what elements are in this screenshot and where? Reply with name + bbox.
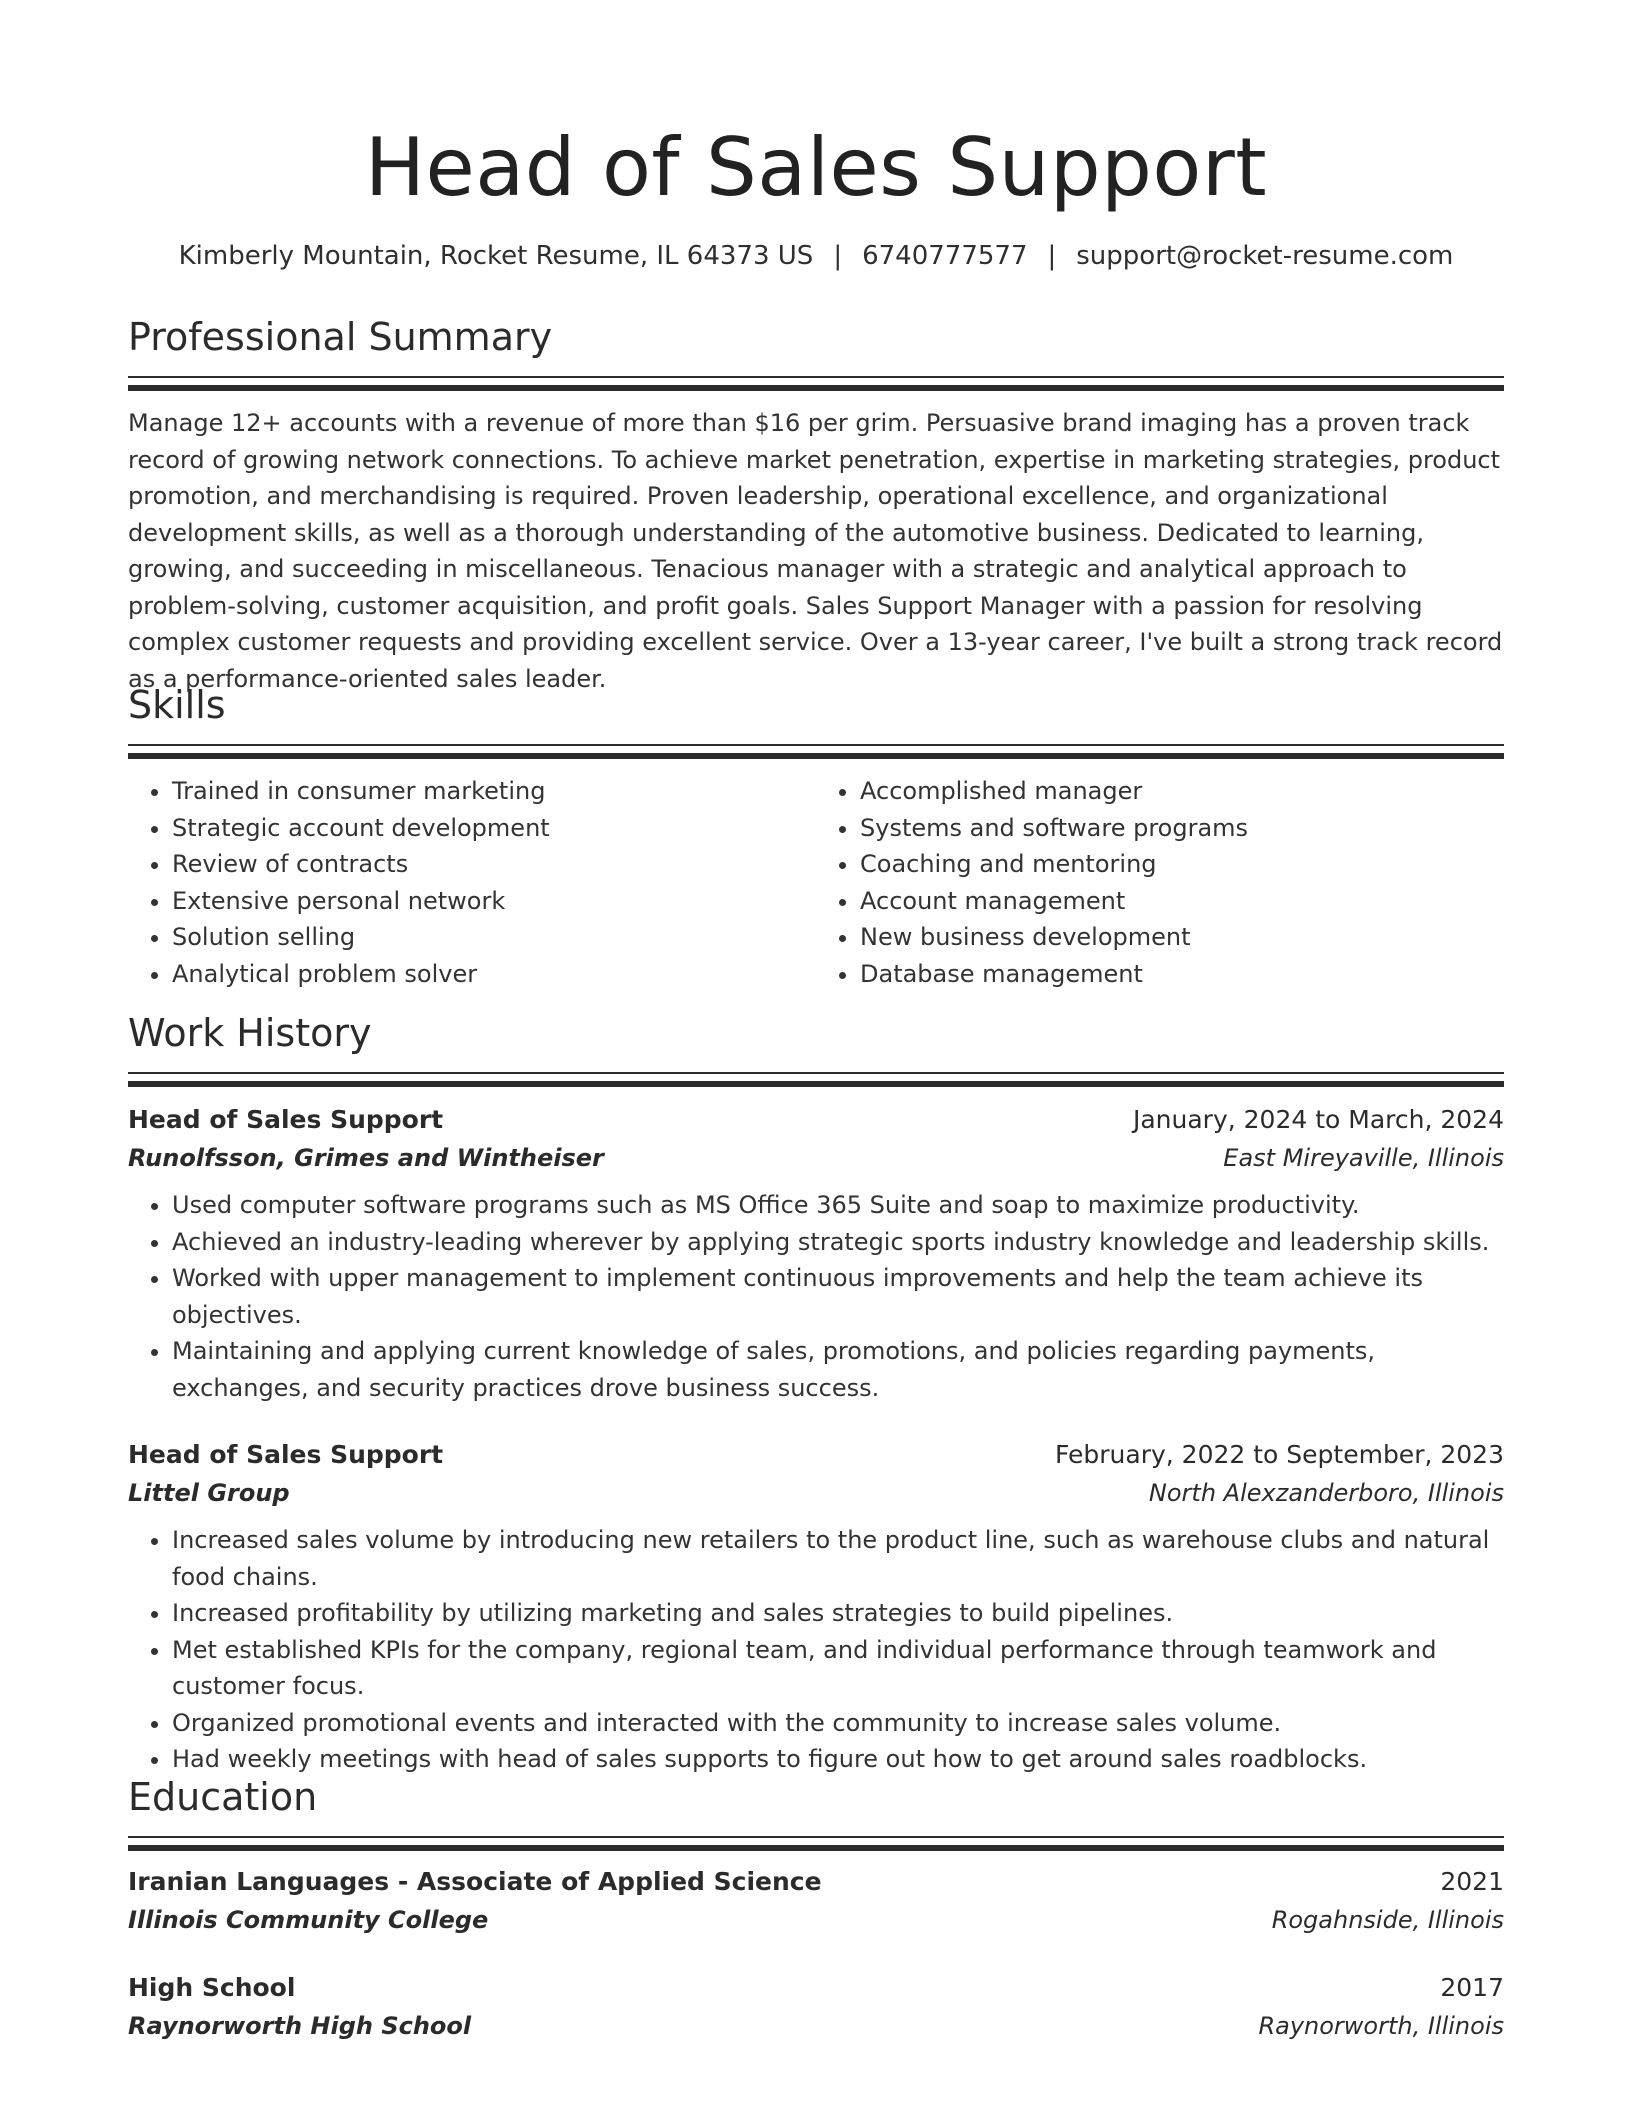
summary-section <box>128 312 1504 697</box>
contact-separator: | <box>833 241 843 271</box>
skills-columns <box>128 773 1504 992</box>
job-bullet: • Increased profitability by utilizing marketing and sales strategies to build pipelines. <box>172 1595 1504 1632</box>
job-entry <box>128 1436 1504 1778</box>
job-bullet: • Worked with upper management to implement continuous improvements and help the team achieve its objectives. <box>172 1260 1504 1333</box>
section-divider <box>128 376 1504 391</box>
skill-item: • Systems and software programs <box>860 810 1504 847</box>
skill-item: • Database management <box>860 956 1504 993</box>
section-divider <box>128 1836 1504 1851</box>
job-bullets <box>128 1187 1504 1406</box>
job-company: Littel Group <box>128 1479 290 1507</box>
job-header <box>128 1436 1504 1474</box>
job-company: Runolfsson, Grimes and Wintheiser <box>128 1144 604 1172</box>
education-degree: Iranian Languages - Associate of Applied Science <box>128 1867 822 1896</box>
education-subheader <box>128 1901 1504 1939</box>
education-entry <box>128 1969 1504 2045</box>
skill-item: • New business development <box>860 919 1504 956</box>
skills-list-left <box>128 773 816 992</box>
education-year: 2017 <box>1440 1973 1504 2002</box>
job-title: Head of Sales Support <box>128 1440 444 1469</box>
education-heading: Education <box>128 1775 318 1819</box>
job-bullet: • Increased sales volume by introducing new retailers to the product line, such as warehouse clubs and natural food chains. <box>172 1522 1504 1595</box>
job-entry <box>128 1101 1504 1406</box>
job-location: East Mireyaville, Illinois <box>1223 1144 1504 1172</box>
job-subheader <box>128 1474 1504 1512</box>
resume-header <box>128 0 1504 274</box>
education-subheader <box>128 2007 1504 2045</box>
job-bullet: • Had weekly meetings with head of sales supports to figure out how to get around sales roadblocks. <box>172 1741 1504 1778</box>
skill-item: • Analytical problem solver <box>172 956 816 993</box>
work-history-section <box>128 1008 1504 1778</box>
education-header <box>128 1969 1504 2007</box>
contact-line <box>128 238 1504 274</box>
job-subheader <box>128 1139 1504 1177</box>
education-entry <box>128 1863 1504 1939</box>
skill-item: • Coaching and mentoring <box>860 846 1504 883</box>
job-title: Head of Sales Support <box>128 1105 444 1134</box>
resume-page <box>128 0 1504 2040</box>
work-history-heading: Work History <box>128 1011 372 1055</box>
skill-item: • Account management <box>860 883 1504 920</box>
skill-item: • Trained in consumer marketing <box>172 773 816 810</box>
contact-address: Kimberly Mountain, Rocket Resume, IL 64373 US <box>178 241 814 271</box>
job-bullets <box>128 1522 1504 1778</box>
education-header <box>128 1863 1504 1901</box>
education-year: 2021 <box>1440 1867 1504 1896</box>
skill-item: • Accomplished manager <box>860 773 1504 810</box>
skill-item: • Review of contracts <box>172 846 816 883</box>
job-dates: January, 2024 to March, 2024 <box>1132 1105 1504 1134</box>
resume-title: Head of Sales Support <box>364 121 1268 214</box>
contact-phone: 6740777577 <box>862 241 1028 271</box>
job-bullet: • Achieved an industry-leading wherever by applying strategic sports industry knowledge and leadership skills. <box>172 1224 1504 1261</box>
job-bullet: • Maintaining and applying current knowledge of sales, promotions, and policies regarding payments, exchanges, and security practices drove business success. <box>172 1333 1504 1406</box>
skills-section <box>128 680 1504 992</box>
education-school: Illinois Community College <box>128 1906 489 1934</box>
summary-text: Manage 12+ accounts with a revenue of more than $16 per grim. Persuasive brand imaging has a proven track record of growing network connections. To achieve market penetration, expertise in marketing strategies, product promotion, and merchandising is required. Proven leadership, operational excellence, and organizational development skills, as well as a thorough understanding of the automotive business. Dedicated to learning, growing, and succeeding in miscellaneous. Tenacious manager with a strategic and analytical approach to problem-solving, customer acquisition, and profit goals. Sales Support Manager with a passion for resolving complex customer requests and providing excellent service. Over a 13-year career, I've built a strong track record as a performance-oriented sales leader. <box>128 409 1503 693</box>
job-location: North Alexzanderboro, Illinois <box>1148 1479 1504 1507</box>
section-divider <box>128 744 1504 759</box>
education-location: Raynorworth, Illinois <box>1258 2012 1504 2040</box>
contact-email[interactable]: support@rocket-resume.com <box>1076 241 1454 271</box>
skills-list-right <box>816 773 1504 992</box>
education-location: Rogahnside, Illinois <box>1271 1906 1504 1934</box>
job-header <box>128 1101 1504 1139</box>
job-dates: February, 2022 to September, 2023 <box>1055 1440 1504 1469</box>
contact-separator: | <box>1047 241 1057 271</box>
skill-item: • Strategic account development <box>172 810 816 847</box>
education-degree: High School <box>128 1973 296 2002</box>
section-divider <box>128 1072 1504 1087</box>
summary-heading: Professional Summary <box>128 315 553 359</box>
skill-item: • Solution selling <box>172 919 816 956</box>
education-section <box>128 1772 1504 2045</box>
education-school: Raynorworth High School <box>128 2012 472 2040</box>
skill-item: • Extensive personal network <box>172 883 816 920</box>
skills-heading: Skills <box>128 683 226 727</box>
job-bullet: • Met established KPIs for the company, regional team, and individual performance through teamwork and customer focus. <box>172 1632 1504 1705</box>
job-bullet: • Organized promotional events and interacted with the community to increase sales volume. <box>172 1705 1504 1742</box>
job-bullet: • Used computer software programs such as MS Office 365 Suite and soap to maximize productivity. <box>172 1187 1504 1224</box>
